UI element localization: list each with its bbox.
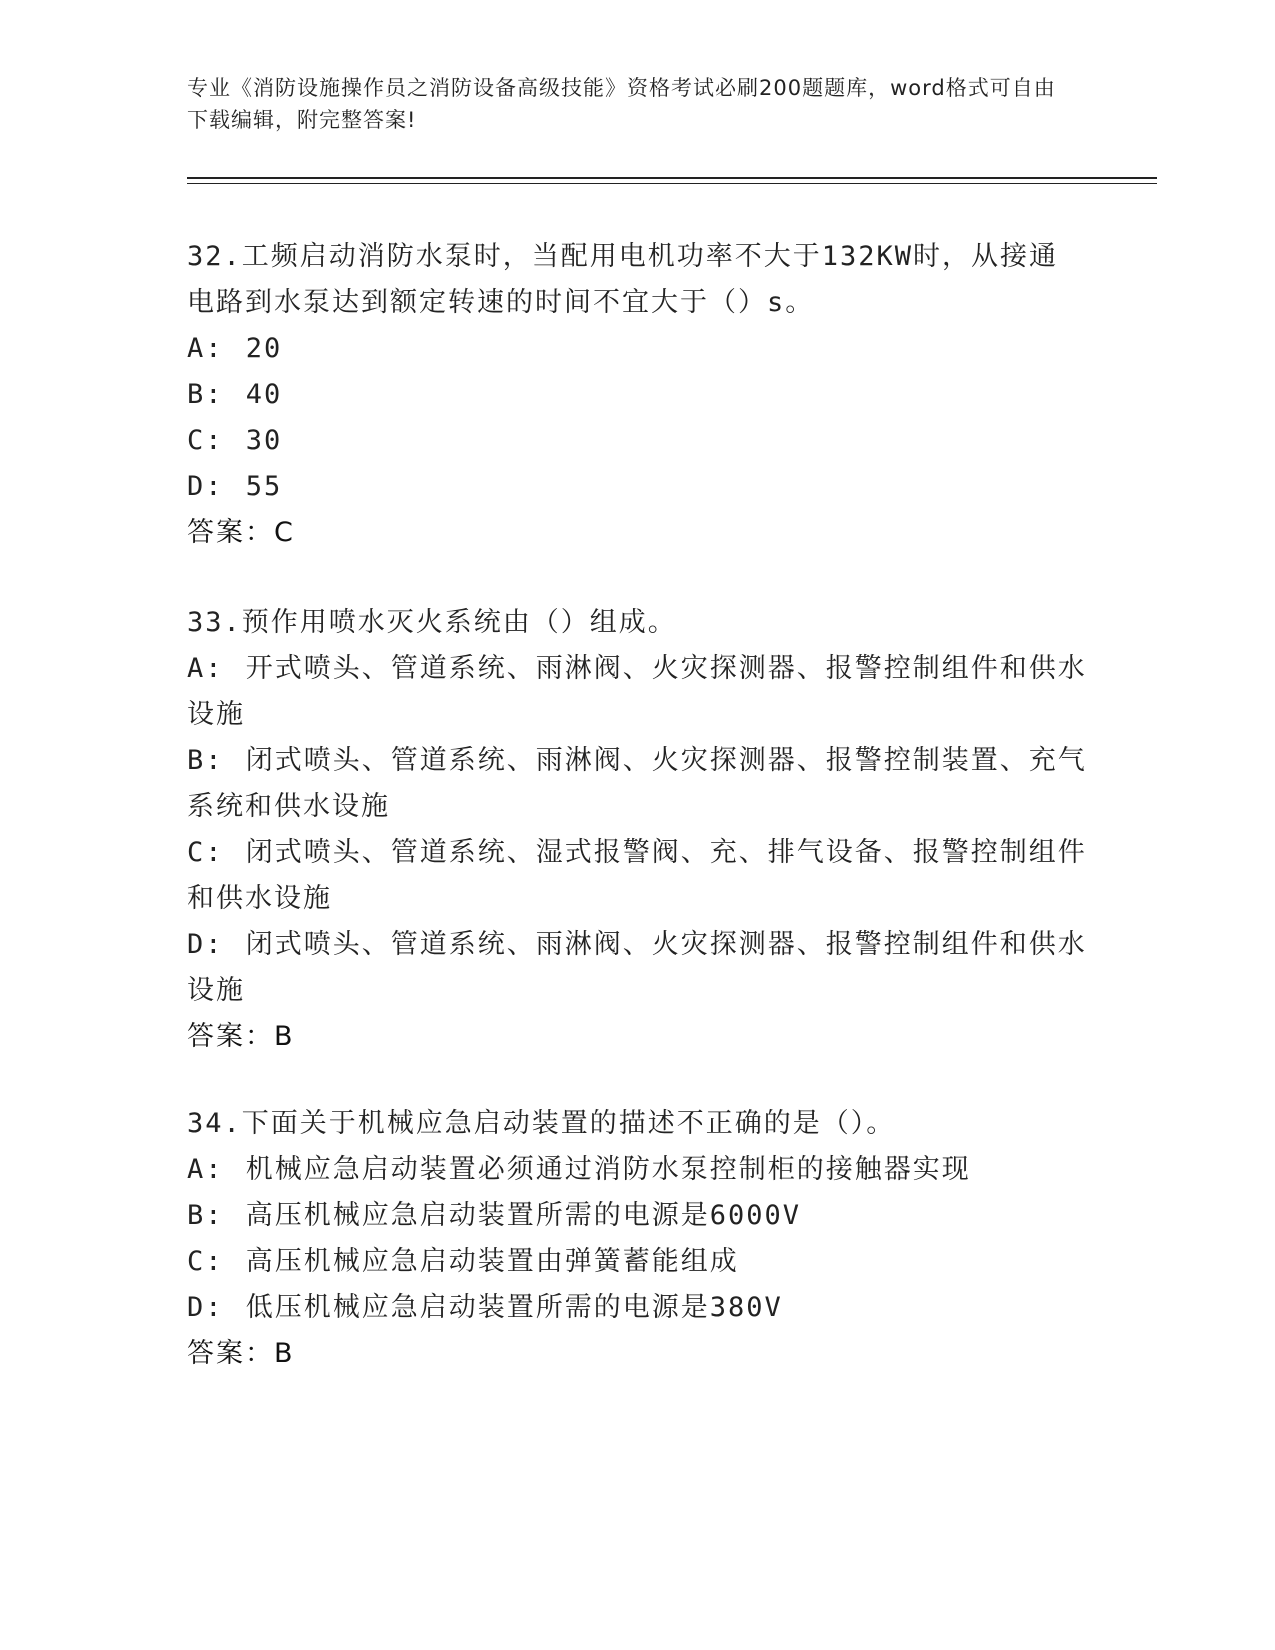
option-label: D: [187,1292,224,1323]
option-text: 40 [245,379,283,410]
option-c [187,830,1087,922]
option-d [187,1285,1087,1331]
question-33 [187,600,1087,1060]
header-divider-thin [187,183,1157,184]
answer: 答案：C [187,517,295,548]
option-text: 闭式喷头、管道系统、湿式报警阀、充、排气设备、报警控制组件和供水设施 [187,837,1087,914]
question-stem: 32.工频启动消防水泵时，当配用电机功率不大于132KW时，从接通电路到水泵达到额定转速的时间不宜大于（）s。 [187,241,1059,318]
option-label: A: [187,1154,224,1185]
option-c [187,418,1087,464]
option-text: 高压机械应急启动装置所需的电源是6000V [245,1200,802,1231]
option-text: 55 [245,471,283,502]
question-stem: 33.预作用喷水灭火系统由（）组成。 [187,607,677,638]
option-d [187,464,1087,510]
option-text: 20 [245,333,283,364]
question-32 [187,234,1087,556]
option-b [187,738,1087,830]
question-34 [187,1101,1087,1377]
option-label: A: [187,653,224,684]
option-label: B: [187,379,224,410]
option-text: 闭式喷头、管道系统、雨淋阀、火灾探测器、报警控制组件和供水设施 [187,929,1087,1006]
option-label: D: [187,929,224,960]
option-text: 30 [245,425,283,456]
option-text: 闭式喷头、管道系统、雨淋阀、火灾探测器、报警控制装置、充气系统和供水设施 [187,745,1087,822]
option-label: B: [187,1200,224,1231]
document-header: 专业《消防设施操作员之消防设备高级技能》资格考试必刷200题题库，word格式可自由下载编辑，附完整答案! [187,76,1056,132]
option-a [187,1147,1087,1193]
option-label: C: [187,425,224,456]
answer: 答案：B [187,1021,295,1052]
option-a [187,646,1087,738]
option-label: C: [187,1246,224,1277]
option-a [187,326,1087,372]
option-b [187,1193,1087,1239]
option-label: C: [187,837,224,868]
option-b [187,372,1087,418]
option-c [187,1239,1087,1285]
option-text: 机械应急启动装置必须通过消防水泵控制柜的接触器实现 [245,1154,971,1185]
question-stem: 34.下面关于机械应急启动装置的描述不正确的是（）。 [187,1108,896,1139]
option-text: 高压机械应急启动装置由弹簧蓄能组成 [245,1246,739,1277]
option-text: 低压机械应急启动装置所需的电源是380V [245,1292,783,1323]
option-label: B: [187,745,224,776]
option-label: A: [187,333,224,364]
header-divider-thick [187,177,1157,179]
option-d [187,922,1087,1014]
option-text: 开式喷头、管道系统、雨淋阀、火灾探测器、报警控制组件和供水设施 [187,653,1087,730]
option-label: D: [187,471,224,502]
answer: 答案：B [187,1338,295,1369]
